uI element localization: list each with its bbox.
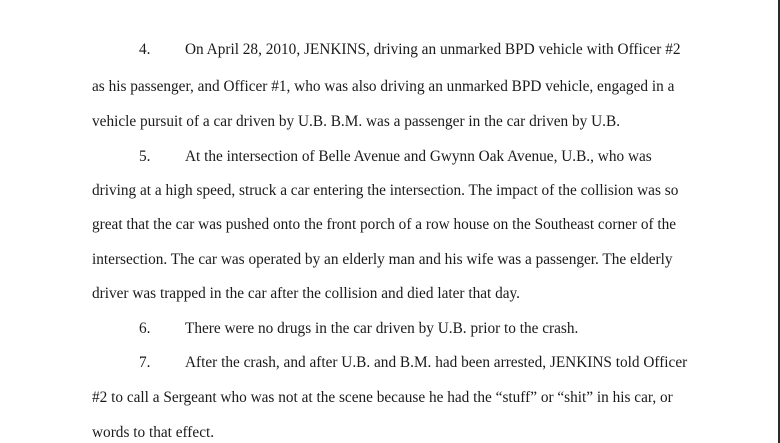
paragraph-4-line-3: vehicle pursuit of a car driven by U.B. B.M. was a passenger in the car driven by U.B. (92, 113, 621, 130)
paragraph-5-line-3: great that the car was pushed onto the front porch of a row house on the Southeast corner of the (92, 216, 677, 233)
paragraph-7-line-2: #2 to call a Sergeant who was not at the scene because he had the “stuff” or “shit” in his car, or (92, 389, 673, 406)
paragraph-text: After the crash, and after U.B. and B.M. had been arrested, JENKINS told Officer (185, 354, 688, 371)
paragraph-text: At the intersection of Belle Avenue and Gwynn Oak Avenue, U.B., who was (185, 148, 652, 165)
paragraph-number: 6. (139, 320, 151, 337)
paragraph-text: There were no drugs in the car driven by U.B. prior to the crash. (185, 320, 579, 337)
paragraph-5-line-4: intersection. The car was operated by an elderly man and his wife was a passenger. The elderly (92, 251, 673, 268)
paragraph-6-line-1 (92, 320, 578, 338)
paragraph-7-line-1 (92, 354, 687, 372)
paragraph-number: 5. (139, 148, 151, 165)
paragraph-5-line-1 (92, 148, 652, 166)
paragraph-text: On April 28, 2010, JENKINS, driving an unmarked BPD vehicle with Officer #2 (185, 41, 681, 58)
paragraph-4-line-1 (92, 41, 681, 59)
paragraph-5-line-2: driving at a high speed, struck a car entering the intersection. The impact of the collision was so (92, 182, 679, 199)
paragraph-number: 4. (139, 41, 151, 58)
paragraph-5-line-5: driver was trapped in the car after the collision and died later that day. (92, 285, 520, 302)
paragraph-number: 7. (139, 354, 151, 371)
paragraph-7-line-3: words to that effect. (92, 424, 215, 441)
paragraph-4-line-2: as his passenger, and Officer #1, who was also driving an unmarked BPD vehicle, engaged in a (92, 78, 675, 95)
